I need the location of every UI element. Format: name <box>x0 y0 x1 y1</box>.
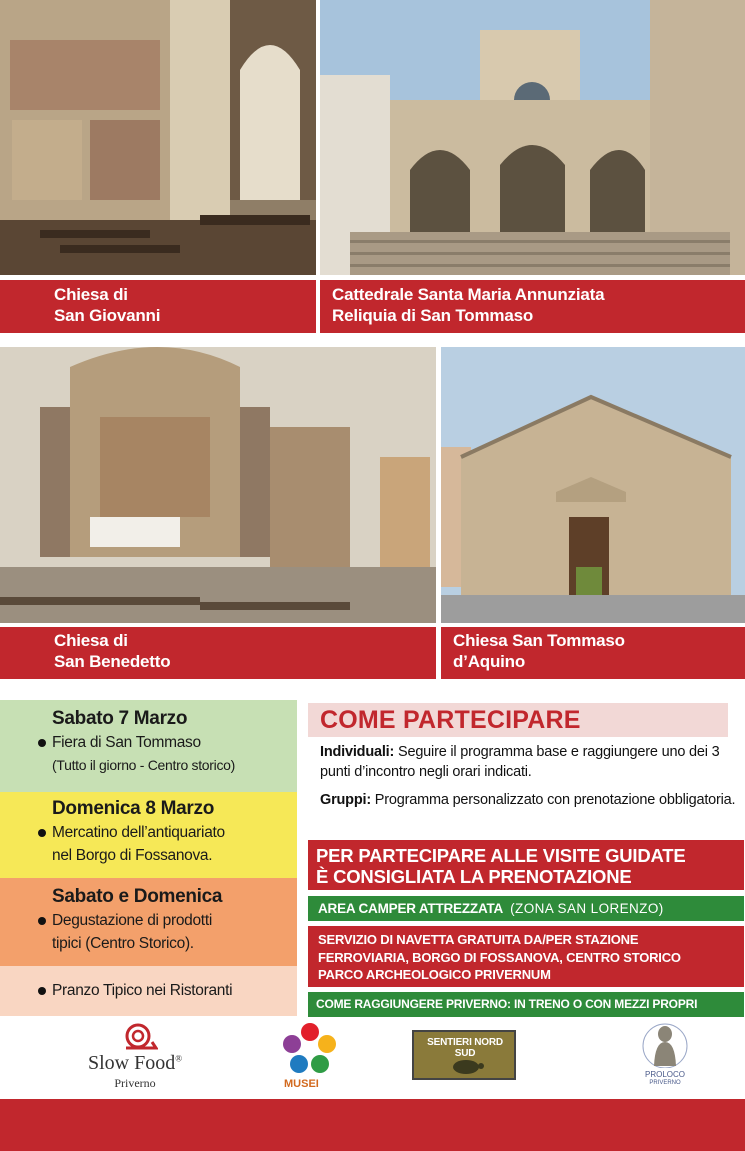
event-item <box>36 731 297 754</box>
event-item-text: tipici (Centro Storico). <box>52 935 194 952</box>
proloco-label: PROLOCO <box>644 1070 685 1079</box>
event-day: Domenica 8 Marzo <box>52 798 215 819</box>
caption-san-tommaso <box>441 627 745 679</box>
caption-line: Reliquia di San Tommaso <box>332 306 534 325</box>
slow-food-city: Priverno <box>114 1076 156 1090</box>
caption-san-benedetto <box>0 627 436 679</box>
bullet-icon <box>38 917 46 925</box>
proloco-city: PRIVERNO <box>649 1080 681 1086</box>
flower-icon <box>282 1022 338 1074</box>
camper-label: AREA CAMPER ATTREZZATA <box>318 901 503 916</box>
event-sabato-domenica <box>0 878 297 966</box>
musei-label: MUSEI <box>284 1078 319 1090</box>
sentieri-label: SENTIERI NORD SUD <box>427 1037 503 1059</box>
sentieri-logo <box>412 1030 516 1080</box>
bullet-icon <box>38 987 46 995</box>
event-day: Sabato 7 Marzo <box>52 708 188 729</box>
camper-zone: (ZONA SAN LORENZO) <box>510 901 664 916</box>
caption-line: Cattedrale Santa Maria Annunziata <box>332 285 605 304</box>
prenotazione-line: È CONSIGLIATA LA PRENOTAZIONE <box>316 866 632 887</box>
event-sub: (Tutto il giorno - Centro storico) <box>52 757 236 773</box>
caption-line: San Giovanni <box>54 306 161 325</box>
event-item <box>36 909 297 932</box>
caption-line: Chiesa di <box>54 631 128 650</box>
caption-line: d’Aquino <box>453 652 526 671</box>
event-item-text: Fiera di San Tommaso <box>52 734 201 751</box>
navetta-bar <box>308 926 744 987</box>
event-item-text: Pranzo Tipico nei Ristoranti <box>52 982 233 999</box>
gruppi-desc: Programma personalizzato con prenotazione obbligatoria. <box>374 792 736 808</box>
raggiungere-bar <box>308 992 744 1017</box>
photo-cattedrale <box>320 0 745 275</box>
event-item <box>36 932 297 955</box>
event-item <box>36 979 297 1002</box>
caption-cattedrale <box>320 280 745 333</box>
statue-icon <box>637 1022 693 1068</box>
photo-san-tommaso <box>441 347 745 623</box>
turtle-icon <box>446 1056 486 1076</box>
navetta-line: SERVIZIO DI NAVETTA GRATUITA DA/PER STAZIONE <box>318 932 639 947</box>
event-item-text: nel Borgo di Fossanova. <box>52 847 213 864</box>
photo-san-giovanni <box>0 0 316 275</box>
event-item <box>36 821 297 844</box>
caption-line: San Benedetto <box>54 652 171 671</box>
bullet-icon <box>38 829 46 837</box>
event-domenica <box>0 792 297 878</box>
caption-line: Chiesa di <box>54 285 128 304</box>
registered-mark: ® <box>175 1053 183 1064</box>
snail-icon <box>122 1022 158 1052</box>
prenotazione-line: PER PARTECIPARE ALLE VISITE GUIDATE <box>316 845 686 866</box>
come-partecipare-title: COME PARTECIPARE <box>308 703 728 737</box>
musei-logo <box>274 1022 354 1096</box>
navetta-line: FERROVIARIA, BORGO DI FOSSANOVA, CENTRO STORICO <box>318 949 681 965</box>
navetta-line: PARCO ARCHEOLOGICO PRIVERNUM <box>318 967 551 982</box>
event-item-text: Degustazione di prodotti <box>52 912 212 929</box>
prenotazione-bar <box>308 840 744 890</box>
individuali-text <box>320 742 740 782</box>
event-sabato <box>0 700 297 792</box>
individuali-label: Individuali: <box>320 744 395 760</box>
slow-food-logo <box>60 1022 210 1094</box>
event-item <box>36 844 297 867</box>
gruppi-text <box>320 790 740 810</box>
bullet-icon <box>38 739 46 747</box>
bottom-band <box>0 1099 745 1151</box>
photo-san-benedetto <box>0 347 436 623</box>
gruppi-label: Gruppi: <box>320 792 371 808</box>
event-pranzo <box>0 966 297 1016</box>
event-day: Sabato e Domenica <box>52 886 223 907</box>
caption-line: Chiesa San Tommaso <box>453 631 625 650</box>
camper-bar <box>308 896 744 921</box>
raggiungere-label: COME RAGGIUNGERE PRIVERNO: IN TRENO O CON MEZZI PROPRI <box>316 997 698 1011</box>
proloco-logo <box>625 1022 705 1094</box>
slow-food-name: Slow Food <box>87 1052 176 1074</box>
event-item-text: Mercatino dell’antiquariato <box>52 824 225 841</box>
individuali-desc: Seguire il programma base e raggiungere uno dei 3 punti d’incontro negli orari indicati. <box>320 744 720 780</box>
caption-san-giovanni <box>0 280 316 333</box>
